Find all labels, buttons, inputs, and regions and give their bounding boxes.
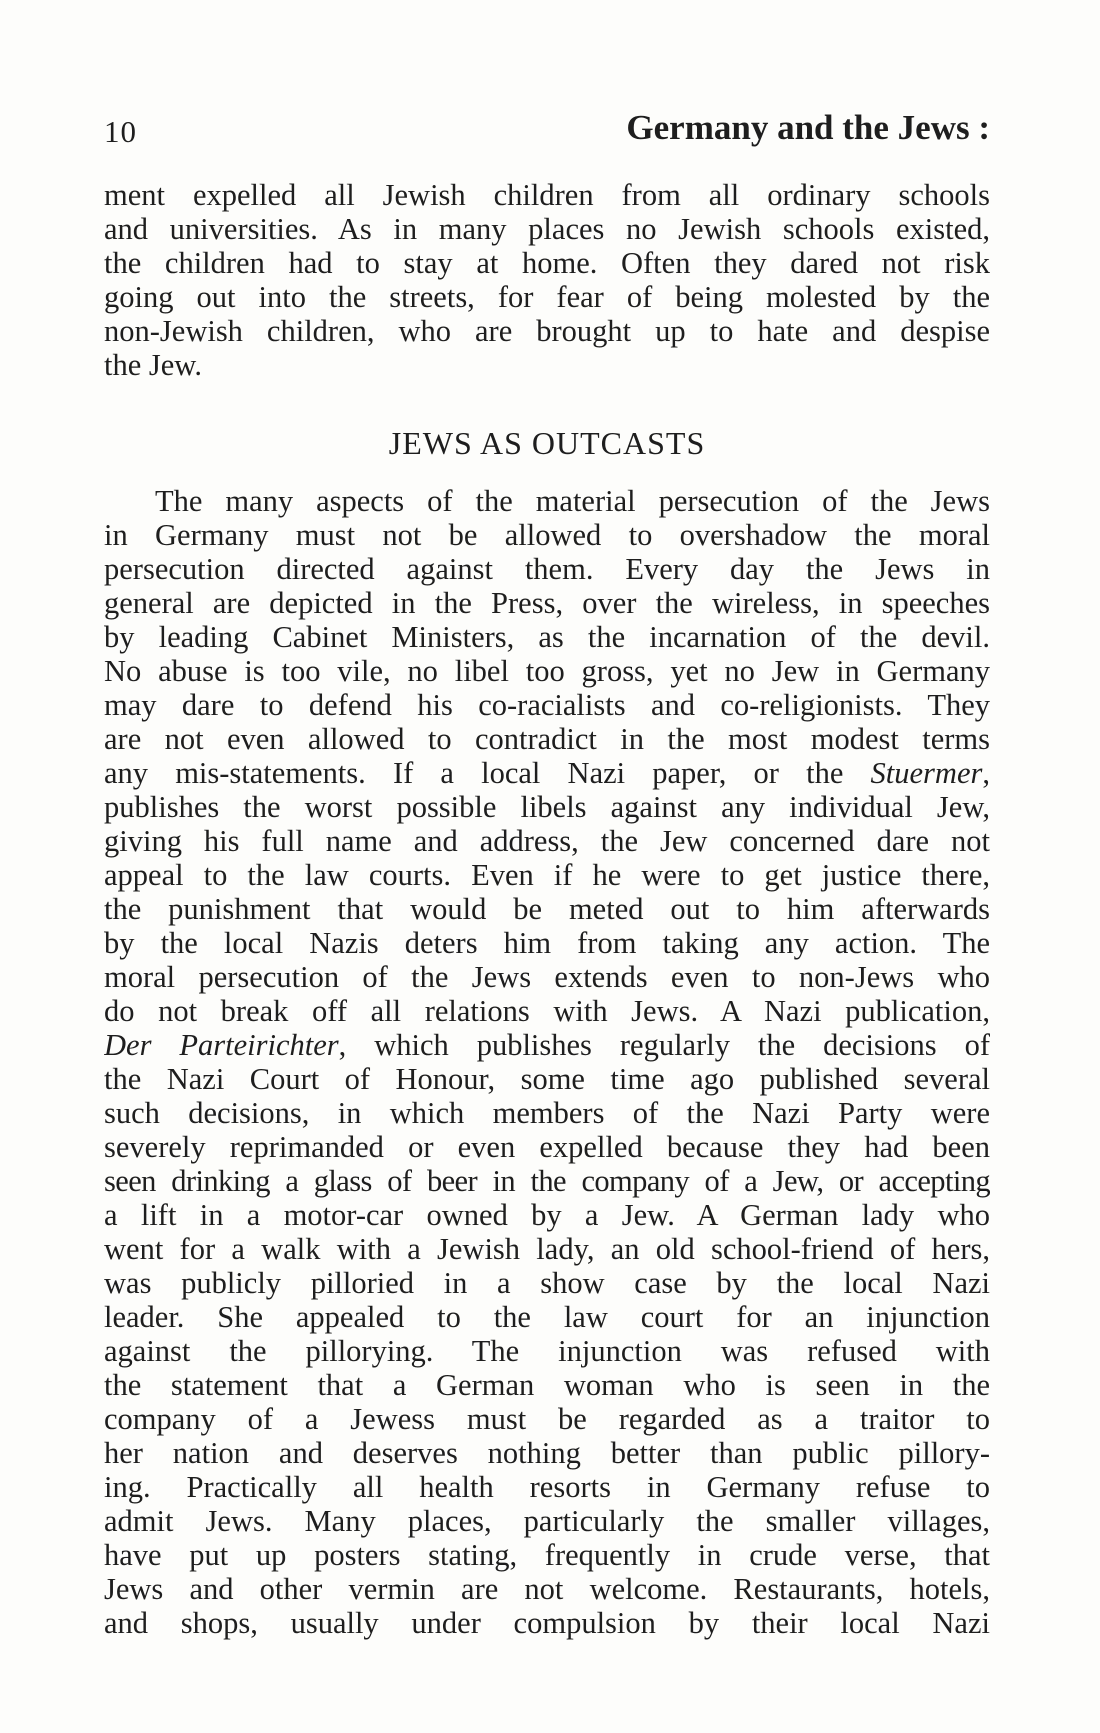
body-line: was publicly pilloried in a show case by the local Nazi [104, 1266, 990, 1300]
body-line: seen drinking a glass of beer in the company of a Jew, or accepting [104, 1164, 990, 1198]
body-line: ment expelled all Jewish children from all ordinary schools [104, 178, 990, 212]
body-line: the Nazi Court of Honour, some time ago published several [104, 1062, 990, 1096]
body-line: non-Jewish children, who are brought up to hate and despise [104, 314, 990, 348]
body-line-text: any mis-statements. If a local Nazi paper, or the [104, 756, 871, 790]
page-number: 10 [104, 114, 137, 149]
body-line: are not even allowed to contradict in the most modest terms [104, 722, 990, 756]
body-line: by the local Nazis deters him from taking any action. The [104, 926, 990, 960]
body-line: such decisions, in which members of the Nazi Party were [104, 1096, 990, 1130]
body-line: appeal to the law courts. Even if he were to get justice there, [104, 858, 990, 892]
body-line: have put up posters stating, frequently in crude verse, that [104, 1538, 990, 1572]
body-line-text: , which publishes regularly the decisions of [338, 1028, 990, 1062]
body-line: in Germany must not be allowed to overshadow the moral [104, 518, 990, 552]
body-line: ing. Practically all health resorts in Germany refuse to [104, 1470, 990, 1504]
body-line: by leading Cabinet Ministers, as the incarnation of the devil. [104, 620, 990, 654]
body-line [104, 756, 990, 790]
body-line: against the pillorying. The injunction was refused with [104, 1334, 990, 1368]
body-line [104, 1028, 990, 1062]
parteirichter-title: Der Parteirichter [104, 1028, 339, 1062]
body-line: severely reprimanded or even expelled because they had been [104, 1130, 990, 1164]
body-line: went for a walk with a Jewish lady, an old school-friend of hers, [104, 1232, 990, 1266]
body-line: her nation and deserves nothing better than public pillory- [104, 1436, 990, 1470]
body-line: the Jew. [104, 348, 202, 382]
body-line: persecution directed against them. Every day the Jews in [104, 552, 990, 586]
body-line: may dare to defend his co-racialists and co-religionists. They [104, 688, 990, 722]
body-line: publishes the worst possible libels against any individual Jew, [104, 790, 990, 824]
body-line: and shops, usually under compulsion by their local Nazi [104, 1606, 990, 1640]
running-title: Germany and the Jews : [626, 108, 990, 147]
body-line: a lift in a motor-car owned by a Jew. A German lady who [104, 1198, 990, 1232]
page-header [104, 108, 990, 152]
body-line: The many aspects of the material persecution of the Jews [155, 484, 990, 518]
body-line: the punishment that would be meted out to him afterwards [104, 892, 990, 926]
body-line: do not break off all relations with Jews. A Nazi publication, [104, 994, 990, 1028]
body-line: giving his full name and address, the Jew concerned dare not [104, 824, 990, 858]
body-line: admit Jews. Many places, particularly the smaller villages, [104, 1504, 990, 1538]
body-line: general are depicted in the Press, over the wireless, in speeches [104, 586, 990, 620]
body-line: moral persecution of the Jews extends even to non-Jews who [104, 960, 990, 994]
body-line: the children had to stay at home. Often they dared not risk [104, 246, 990, 280]
body-line: No abuse is too vile, no libel too gross, yet no Jew in Germany [104, 654, 990, 688]
body-line: Jews and other vermin are not welcome. Restaurants, hotels, [104, 1572, 990, 1606]
section-heading: JEWS AS OUTCASTS [388, 425, 706, 461]
body-line: leader. She appealed to the law court for an injunction [104, 1300, 990, 1334]
body-line: the statement that a German woman who is seen in the [104, 1368, 990, 1402]
stuermer-comma: , [982, 756, 990, 790]
body-line: company of a Jewess must be regarded as a traitor to [104, 1402, 990, 1436]
stuermer-title: Stuermer [870, 756, 983, 790]
body-line: and universities. As in many places no Jewish schools existed, [104, 212, 990, 246]
body-line: going out into the streets, for fear of being molested by the [104, 280, 990, 314]
